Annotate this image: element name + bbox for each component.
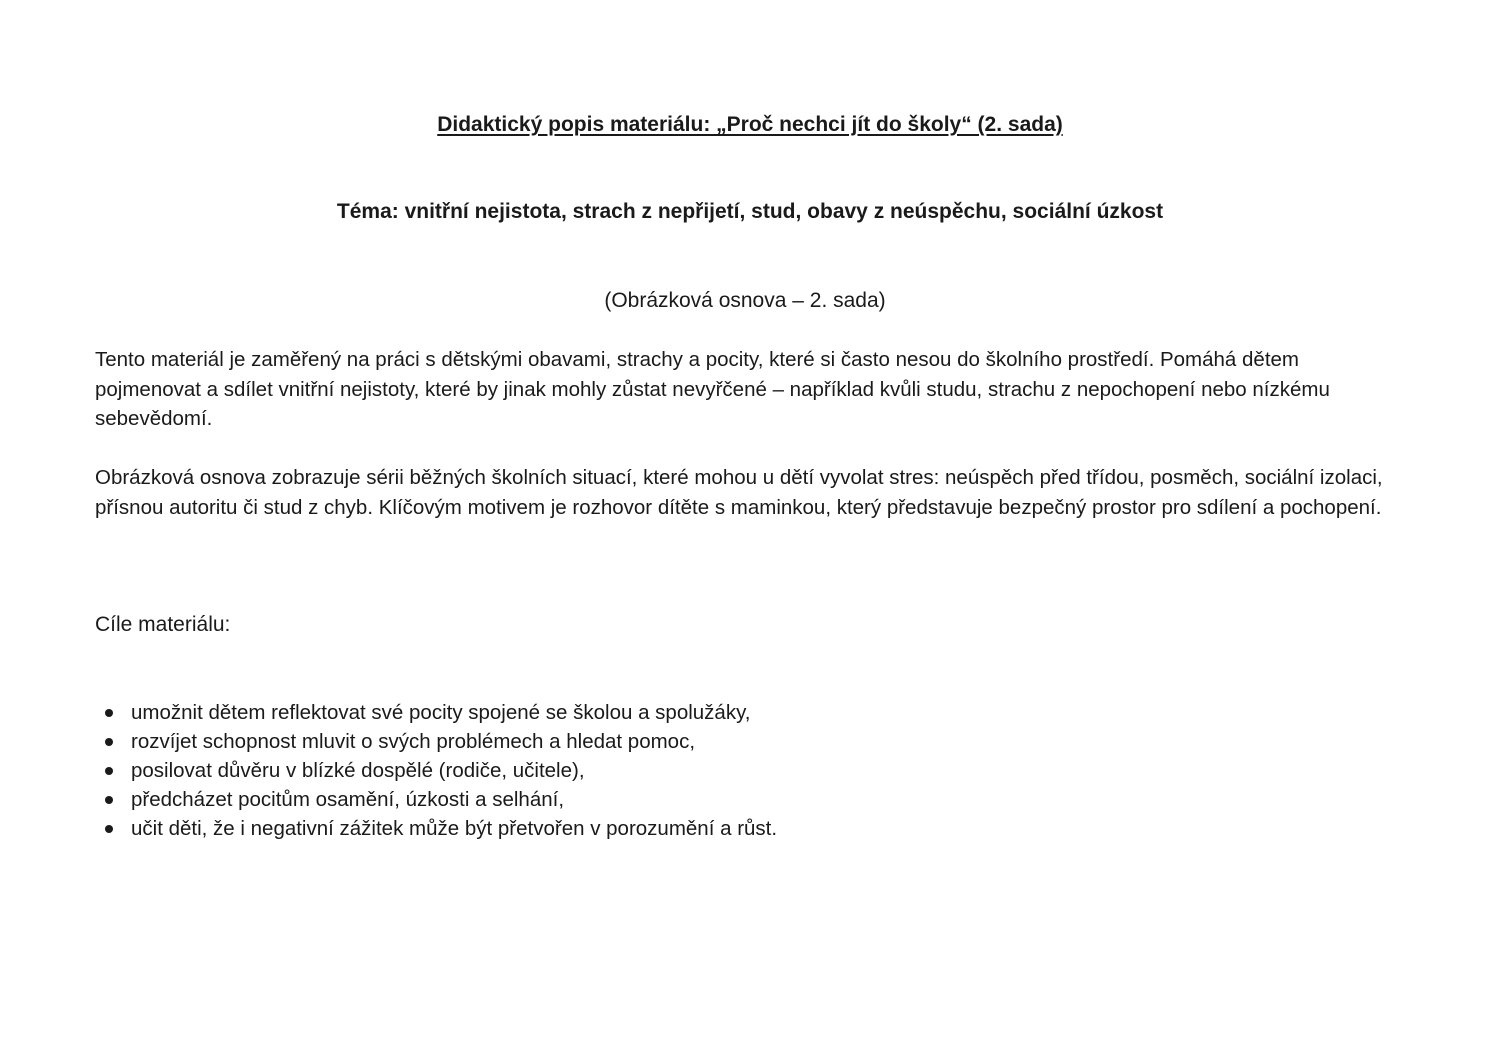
document-subtitle: (Obrázková osnova – 2. sada) xyxy=(604,289,886,312)
intro-paragraph: Tento materiál je zaměřený na práci s dětskými obavami, strachy a pocity, které si často nesou do školního prostředí. Pomáhá dětem pojmenovat a sdílet vnitřní nejistoty, které by jinak mohly zůstat nevyřčené – například kvůli studu, strachu z nepochopení nebo nízkému sebevědomí. xyxy=(95,348,1330,430)
document-title: Didaktický popis materiálu: „Proč nechci jít do školy“ (2. sada) xyxy=(437,113,1063,136)
list-item-text: umožnit dětem reflektovat své pocity spojené se školou a spolužáky, xyxy=(131,701,751,724)
list-item-text: předcházet pocitům osamění, úzkosti a selhání, xyxy=(131,788,565,811)
list-item xyxy=(95,698,777,727)
list-item-text: rozvíjet schopnost mluvit o svých problémech a hledat pomoc, xyxy=(131,730,696,753)
bullet-icon xyxy=(105,738,113,746)
list-item-text: posilovat důvěru v blízké dospělé (rodiče, učitele), xyxy=(131,759,585,782)
list-item-text: učit děti, že i negativní zážitek může být přetvořen v porozumění a růst. xyxy=(131,817,778,840)
list-item xyxy=(95,785,777,814)
bullet-icon xyxy=(105,709,113,717)
list-item xyxy=(95,814,777,843)
goals-heading: Cíle materiálu: xyxy=(95,613,231,636)
description-paragraph: Obrázková osnova zobrazuje sérii běžných školních situací, které mohou u dětí vyvolat stres: neúspěch před třídou, posměch, sociální izolaci, přísnou autoritu či stud z chyb. Klíčovým motivem je rozhovor dítěte s maminkou, který představuje bezpečný prostor pro sdílení a pochopení. xyxy=(95,466,1383,519)
list-item xyxy=(95,727,777,756)
goals-list xyxy=(95,698,777,843)
bullet-icon xyxy=(105,796,113,804)
bullet-icon xyxy=(105,767,113,775)
bullet-icon xyxy=(105,825,113,833)
document-theme: Téma: vnitřní nejistota, strach z nepřijetí, stud, obavy z neúspěchu, sociální úzkost xyxy=(336,200,1164,223)
list-item xyxy=(95,756,777,785)
